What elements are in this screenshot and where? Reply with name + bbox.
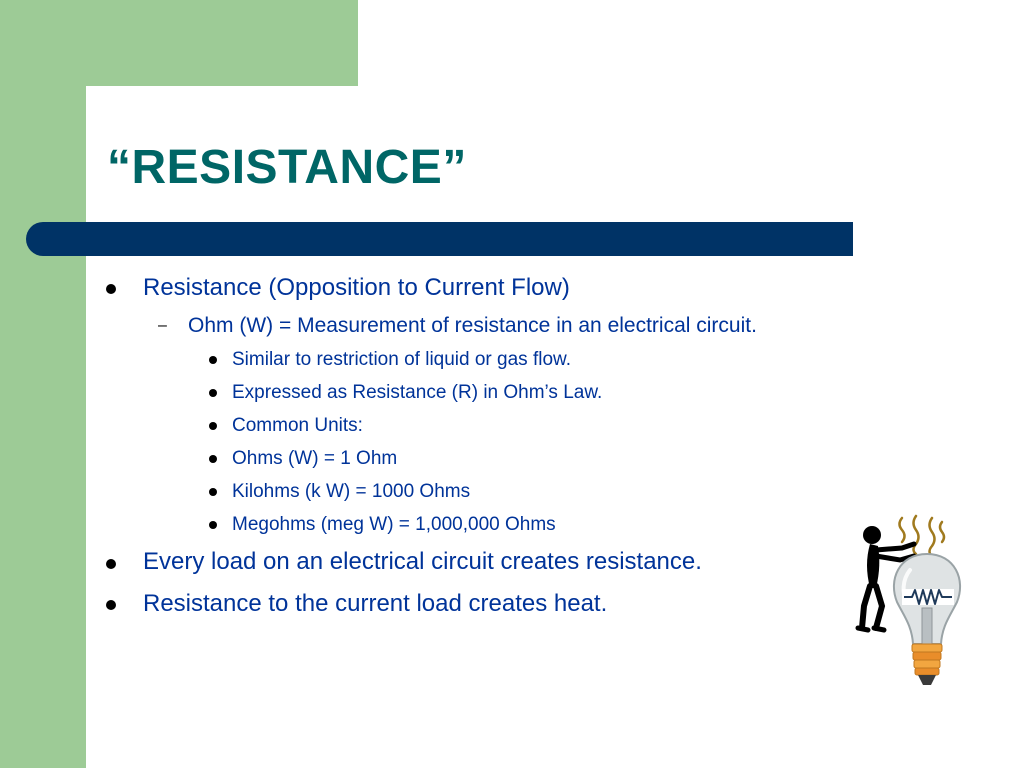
bullet-dot <box>209 389 217 397</box>
bullet-item: Resistance (Opposition to Current Flow) <box>143 274 570 301</box>
sub-bullet-item: Ohm (W) = Measurement of resistance in an electrical circuit. <box>188 314 757 337</box>
sub-sub-bullet-item: Megohms (meg W) = 1,000,000 Ohms <box>232 514 556 535</box>
light-bulb-icon <box>894 554 960 685</box>
bullet-dot <box>106 284 116 294</box>
heat-waves-icon <box>900 516 945 556</box>
sub-sub-bullet-item: Expressed as Resistance (R) in Ohm’s Law. <box>232 382 603 403</box>
green-accent-left <box>0 0 86 768</box>
sub-sub-bullet-item: Similar to restriction of liquid or gas flow. <box>232 349 571 370</box>
bullet-dot <box>209 521 217 529</box>
bullet-dot <box>106 600 116 610</box>
sub-sub-bullet-item: Kilohms (k W) = 1000 Ohms <box>232 481 471 502</box>
bullet-dot <box>209 488 217 496</box>
bullet-item: Every load on an electrical circuit creates resistance. <box>143 548 702 575</box>
bullet-dot <box>209 455 217 463</box>
title-underline-bar <box>26 222 853 256</box>
bullet-item: Resistance to the current load creates heat. <box>143 590 608 617</box>
bullet-dot <box>106 559 116 569</box>
bullet-dot <box>209 356 217 364</box>
bullet-dot <box>209 422 217 430</box>
sub-sub-bullet-item: Ohms (W) = 1 Ohm <box>232 448 398 469</box>
sub-sub-bullet-item: Common Units: <box>232 415 363 436</box>
slide-title: “RESISTANCE” <box>107 141 467 194</box>
sub-bullet-dash: – <box>158 317 167 334</box>
hot-lightbulb-clipart <box>852 510 982 695</box>
